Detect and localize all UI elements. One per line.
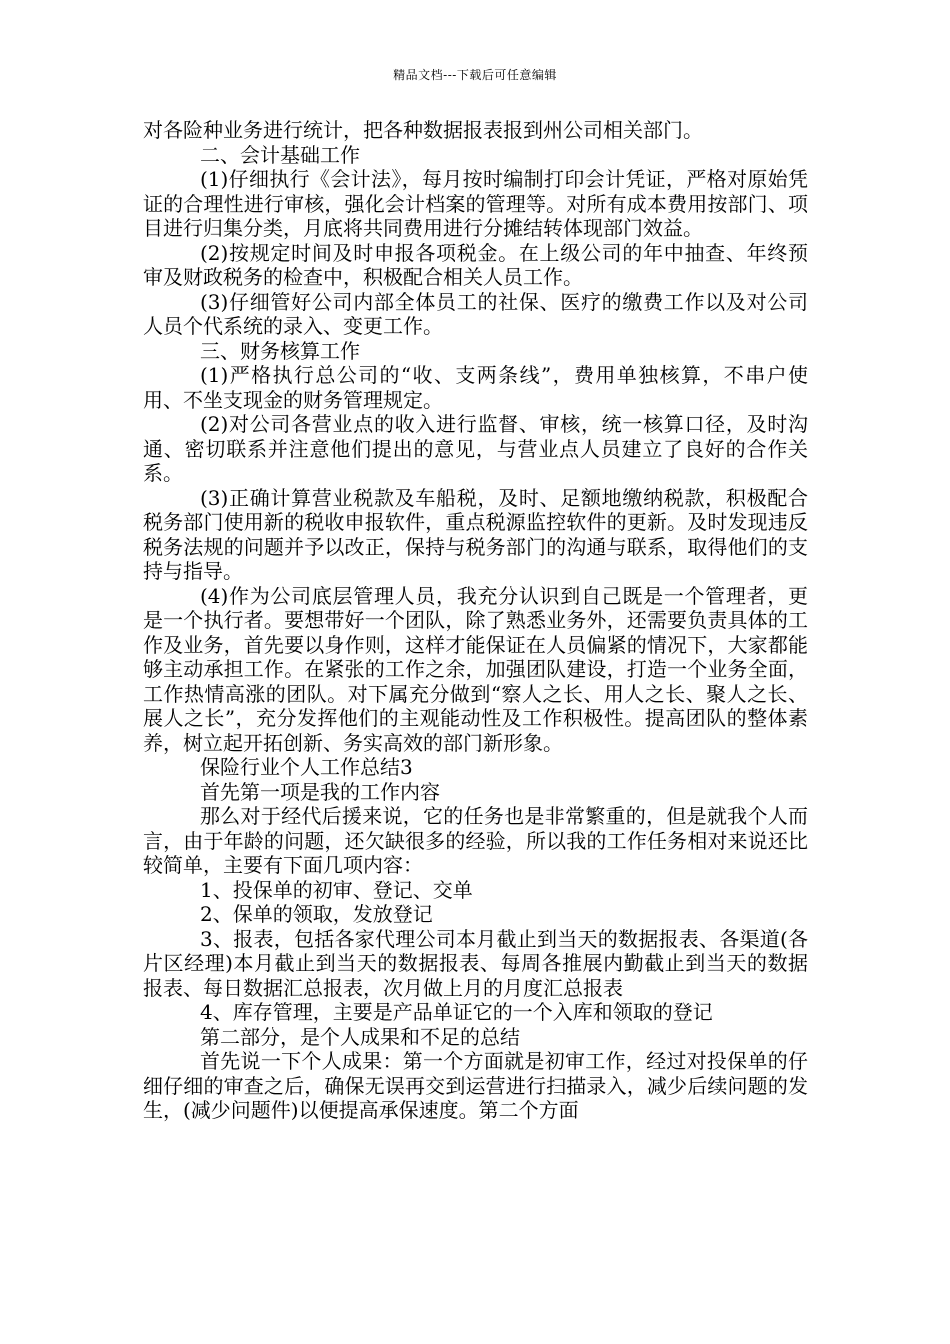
paragraph: (2)对公司各营业点的收入进行监督、审核，统一核算口径，及时沟通、密切联系并注意他们提出的意见，与营业点人员建立了良好的合作关系。 [143,412,808,485]
section-heading: 二、会计基础工作 [200,142,360,167]
section-heading: 第二部分，是个人成果和不足的总结 [200,1024,520,1049]
section-heading: 首先第一项是我的工作内容 [200,779,440,804]
document-subtitle: 保险行业个人工作总结3 [200,755,413,779]
paragraph: (4)作为公司底层管理人员，我充分认识到自己既是一个管理者，更是一个执行者。要想带好一个团队，除了熟悉业务外，还需要负责具体的工作及业务，首先要以身作则，这样才能保证在人员偏紧的情况下，大家都能够主动承担工作。在紧张的工作之余，加强团队建设，打造一个业务全面，工作热情高涨的团队。对下属充分做到“察人之长、用人之长、聚人之长、展人之长”，充分发挥他们的主观能动性及工作积极性。提高团队的整体素养，树立起开拓创新、务实高效的部门新形象。 [143,583,808,755]
paragraph: (1)严格执行总公司的“收、支两条线”，费用单独核算，不串户使用、不坐支现金的财务管理规定。 [143,363,808,412]
paragraph: (3)仔细管好公司内部全体员工的社保、医疗的缴费工作以及对公司人员个代系统的录入、变更工作。 [143,289,808,338]
document-body [143,118,808,1123]
list-item: 1、投保单的初审、登记、交单 [200,877,473,902]
paragraph: 首先说一下个人成果：第一个方面就是初审工作，经过对投保单的仔细仔细的审查之后，确保无误再交到运营进行扫描录入，减少后续问题的发生，(减少问题件)以便提高承保速度。第二个方面 [143,1049,808,1122]
paragraph: 那么对于经代后援来说，它的任务也是非常繁重的，但是就我个人而言，由于年龄的问题，还欠缺很多的经验，所以我的工作任务相对来说还比较简单，主要有下面几项内容： [143,804,808,877]
paragraph: (2)按规定时间及时申报各项税金。在上级公司的年中抽查、年终预审及财政税务的检查中，积极配合相关人员工作。 [143,240,808,289]
paragraph: 对各险种业务进行统计，把各种数据报表报到州公司相关部门。 [143,118,703,142]
paragraph: (3)正确计算营业税款及车船税，及时、足额地缴纳税款，积极配合税务部门使用新的税收申报软件，重点税源监控软件的更新。及时发现违反税务法规的问题并予以改正，保持与税务部门的沟通与联系，取得他们的支持与指导。 [143,485,808,583]
section-heading: 三、财务核算工作 [200,338,360,363]
page-header: 精品文档---下载后可任意编辑 [393,68,557,82]
list-item: 3、报表，包括各家代理公司本月截止到当天的数据报表、各渠道(各片区经理)本月截止到当天的数据报表、每周各推展内勤截止到当天的数据报表、每日数据汇总报表，次月做上月的月度汇总报表 [143,926,808,1000]
list-item: 4、库存管理，主要是产品单证它的一个入库和领取的登记 [200,1000,713,1024]
list-item: 2、保单的领取，发放登记 [200,902,433,926]
paragraph: (1)仔细执行《会计法》，每月按时编制打印会计凭证，严格对原始凭证的合理性进行审核，强化会计档案的管理等。对所有成本费用按部门、项目进行归集分类，月底将共同费用进行分摊结转体现部门效益。 [143,167,808,240]
